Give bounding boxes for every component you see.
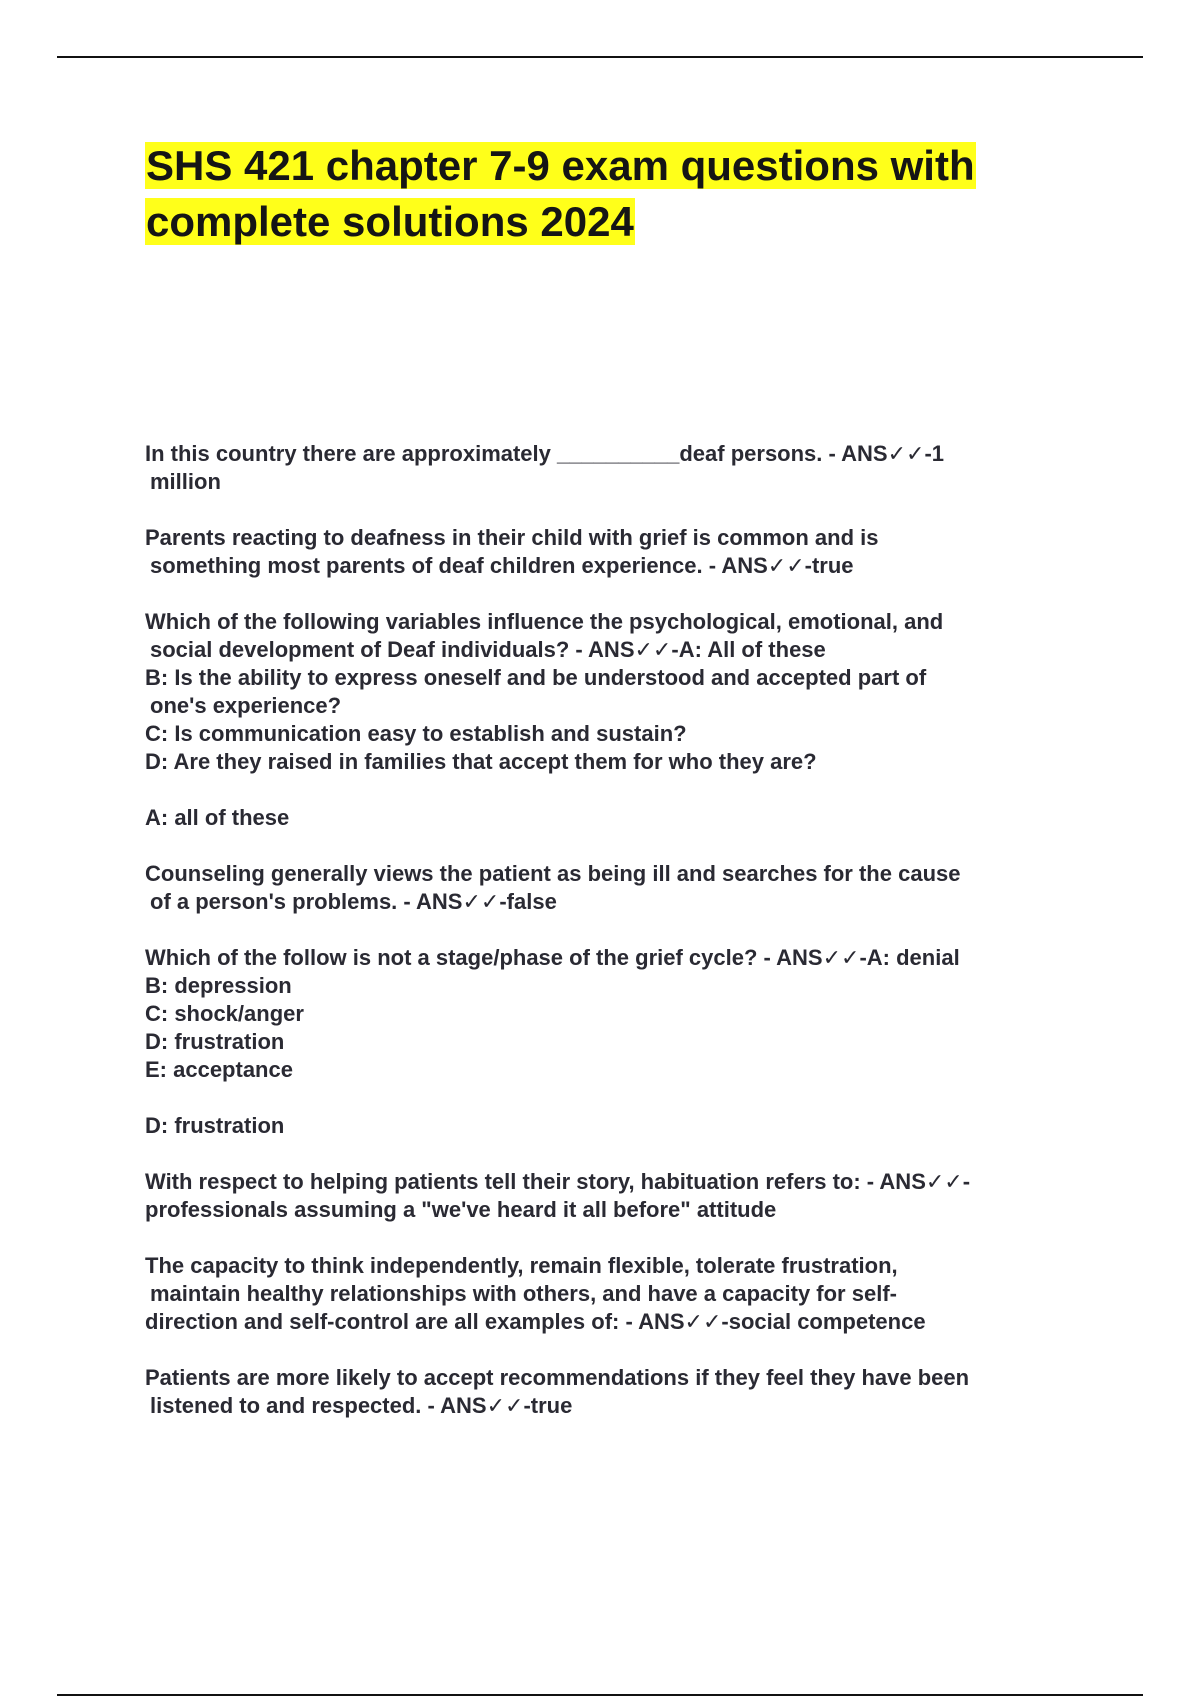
answer-line: D: frustration [145,1113,285,1138]
question-line: of a person's problems. - ANS✓✓-false [150,889,557,914]
question-line: C: shock/anger [145,1001,304,1026]
document-title [145,138,1105,250]
question-line: social development of Deaf individuals? - ANS✓✓-A: All of these [150,637,826,662]
question-line: Counseling generally views the patient as being ill and searches for the cause [145,861,961,886]
title-line-1: SHS 421 chapter 7-9 exam questions with [146,142,975,189]
question-line: In this country there are approximately __________deaf persons. - ANS✓✓-1 [145,441,945,466]
answer-line: A: all of these [145,805,290,830]
question-line: B: Is the ability to express oneself and be understood and accepted part of [145,665,927,690]
question-line: one's experience? [150,693,342,718]
top-rule [57,56,1143,58]
question-line: direction and self-control are all examples of: - ANS✓✓-social competence [145,1309,926,1334]
question-line: D: frustration [145,1029,285,1054]
question-line: B: depression [145,973,292,998]
question-line: The capacity to think independently, remain flexible, tolerate frustration, [145,1253,898,1278]
question-line: C: Is communication easy to establish and sustain? [145,721,687,746]
question-line: Which of the following variables influence the psychological, emotional, and [145,609,944,634]
question-line: listened to and respected. - ANS✓✓-true [150,1393,573,1418]
question-line: maintain healthy relationships with others, and have a capacity for self- [150,1281,897,1306]
question-line: E: acceptance [145,1057,293,1082]
question-line: Patients are more likely to accept recommendations if they feel they have been [145,1365,970,1390]
title-line-2: complete solutions 2024 [146,198,634,245]
question-line: Parents reacting to deafness in their child with grief is common and is [145,525,879,550]
question-line: Which of the follow is not a stage/phase of the grief cycle? - ANS✓✓-A: denial [145,945,960,970]
question-line: million [150,469,221,494]
question-line: D: Are they raised in families that accept them for who they are? [145,749,817,774]
question-line: With respect to helping patients tell their story, habituation refers to: - ANS✓✓- [145,1169,971,1194]
question-line: professionals assuming a "we've heard it all before" attitude [145,1197,777,1222]
question-list [145,440,1085,1420]
question-line: something most parents of deaf children experience. - ANS✓✓-true [150,553,854,578]
bottom-rule [57,1694,1143,1696]
